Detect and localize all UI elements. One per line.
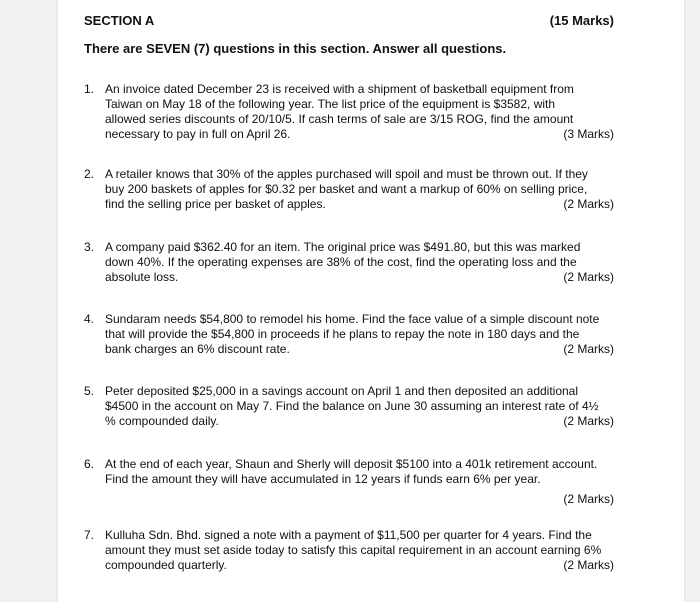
question-3 <box>84 240 614 285</box>
question-line: down 40%. If the operating expenses are 38% of the cost, find the operating loss and the <box>105 255 577 269</box>
question-line: At the end of each year, Shaun and Sherly will deposit $5100 into a 401k retirement account. <box>105 457 598 471</box>
question-line: $4500 in the account on May 7. Find the balance on June 30 assuming an interest rate of 4½ <box>105 399 599 413</box>
section-title: SECTION A <box>84 13 155 28</box>
question-text <box>105 457 614 507</box>
question-line: that will provide the $54,800 in proceeds if he plans to repay the note in 180 days and the <box>105 327 580 341</box>
question-line: Sundaram needs $54,800 to remodel his home. Find the face value of a simple discount note <box>105 312 600 326</box>
question-marks: (2 Marks) <box>563 197 614 211</box>
question-line: allowed series discounts of 20/10/5. If cash terms of sale are 3/15 ROG, find the amount <box>105 112 574 126</box>
section-instructions: There are SEVEN (7) questions in this section. Answer all questions. <box>84 41 507 56</box>
question-line: Kulluha Sdn. Bhd. signed a note with a payment of $11,500 per quarter for 4 years. Find the <box>105 528 592 542</box>
question-text <box>105 528 614 573</box>
question-last-line <box>105 342 614 357</box>
question-text <box>105 384 614 429</box>
question-last-line <box>105 414 614 429</box>
question-number: 7. <box>84 528 95 542</box>
question-number: 5. <box>84 384 95 398</box>
question-last-line <box>105 197 614 212</box>
question-line: A company paid $362.40 for an item. The original price was $491.80, but this was marked <box>105 240 581 254</box>
question-text <box>105 312 614 357</box>
question-marks: (2 Marks) <box>563 492 614 506</box>
question-line: Taiwan on May 18 of the following year. The list price of the equipment is $3582, with <box>105 97 556 111</box>
question-number: 6. <box>84 457 95 471</box>
question-1 <box>84 82 614 142</box>
question-marks: (2 Marks) <box>563 414 614 428</box>
question-line: bank charges an 6% discount rate. <box>105 342 290 356</box>
question-line: buy 200 baskets of apples for $0.32 per basket and want a markup of 60% on selling price, <box>105 182 588 196</box>
question-line: necessary to pay in full on April 26. <box>105 127 291 141</box>
question-line: An invoice dated December 23 is received with a shipment of basketball equipment from <box>105 82 574 96</box>
question-text <box>105 240 614 285</box>
question-line: absolute loss. <box>105 270 179 284</box>
section-marks: (15 Marks) <box>549 13 614 28</box>
question-line: Peter deposited $25,000 in a savings account on April 1 and then deposited an additional <box>105 384 579 398</box>
question-last-line <box>105 127 614 142</box>
question-number: 2. <box>84 167 95 181</box>
question-marks: (2 Marks) <box>563 342 614 356</box>
question-last-line <box>105 270 614 285</box>
question-line: compounded quarterly. <box>105 558 227 572</box>
question-5 <box>84 384 614 429</box>
question-last-line <box>105 558 614 573</box>
question-7 <box>84 528 614 573</box>
question-6 <box>84 457 614 507</box>
question-number: 3. <box>84 240 95 254</box>
question-marks: (3 Marks) <box>563 127 614 141</box>
question-line: % compounded daily. <box>105 414 219 428</box>
question-number: 4. <box>84 312 95 326</box>
question-line: amount they must set aside today to satisfy this capital requirement in an account earning 6% <box>105 543 602 557</box>
question-4 <box>84 312 614 357</box>
question-line: Find the amount they will have accumulated in 12 years if funds earn 6% per year. <box>105 472 541 486</box>
question-2 <box>84 167 614 212</box>
question-marks: (2 Marks) <box>563 558 614 572</box>
question-number: 1. <box>84 82 95 96</box>
question-marks: (2 Marks) <box>563 270 614 284</box>
question-line: find the selling price per basket of apples. <box>105 197 326 211</box>
question-text <box>105 167 614 212</box>
question-line: A retailer knows that 30% of the apples purchased will spoil and must be thrown out. If they <box>105 167 588 181</box>
question-text <box>105 82 614 142</box>
